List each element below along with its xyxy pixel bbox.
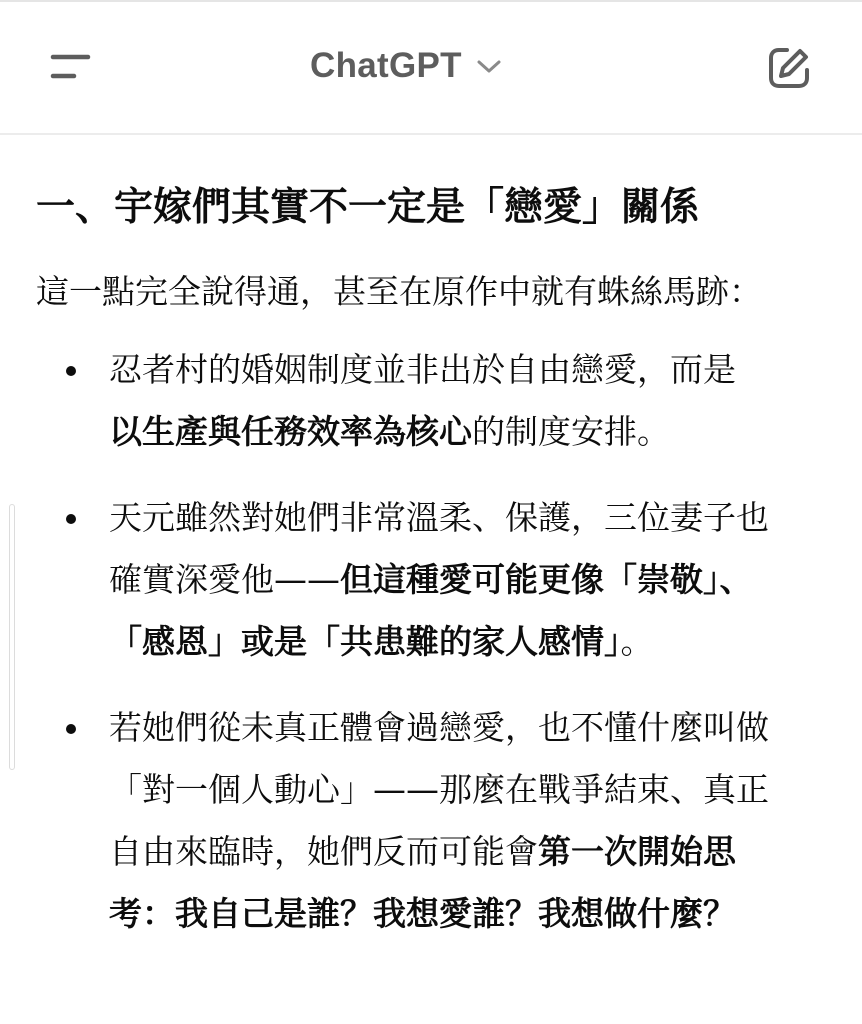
edit-icon — [767, 46, 811, 90]
model-selector[interactable] — [310, 34, 502, 98]
plain-text: 。 — [620, 622, 654, 661]
bullet-list — [0, 339, 862, 969]
list-item — [0, 697, 862, 945]
bold-text: 第一次開始思 — [538, 832, 736, 871]
list-item-text: 天元雖然對她們非常溫柔、保護，三位妻子也 — [109, 498, 769, 537]
plain-text: 確實深愛他—— — [109, 560, 340, 599]
section-heading: 一、宇嫁們其實不一定是「戀愛」關係 — [36, 185, 700, 230]
list-item — [0, 339, 862, 463]
menu-button[interactable] — [40, 38, 102, 98]
bullet-dot — [66, 514, 76, 524]
plain-text: 自由來臨時，她們反而可能會 — [109, 832, 538, 871]
bold-text: 考：我自己是誰？我想愛誰？我想做什麼？ — [109, 894, 736, 933]
list-item — [0, 487, 862, 673]
app-title: ChatGPT — [310, 46, 462, 85]
menu-icon — [50, 52, 92, 82]
intro-paragraph: 這一點完全說得通，甚至在原作中就有蛛絲馬跡： — [36, 272, 762, 311]
bold-text: 以生產與任務效率為核心 — [109, 412, 472, 451]
list-item-text: 「對一個人動心」——那麼在戰爭結束、真正 — [109, 770, 769, 809]
bold-text: 但這種愛可能更像「崇敬」、 — [340, 560, 753, 599]
bullet-dot — [66, 366, 76, 376]
top-bar — [0, 2, 862, 135]
bullet-dot — [66, 724, 76, 734]
list-item-text — [109, 883, 862, 945]
list-item-text — [109, 821, 862, 883]
plain-text: 的制度安排。 — [472, 412, 670, 451]
list-item-text — [109, 611, 862, 673]
message-content — [0, 135, 862, 1024]
new-chat-button[interactable] — [757, 36, 821, 100]
list-item-text — [109, 401, 862, 463]
list-item-text: 若她們從未真正體會過戀愛，也不懂什麼叫做 — [109, 708, 769, 747]
bold-text: 「感恩」或是「共患難的家人感情」 — [109, 622, 621, 661]
chevron-down-icon — [476, 59, 502, 79]
list-item-text: 忍者村的婚姻制度並非出於自由戀愛，而是 — [109, 350, 736, 389]
list-item-text — [109, 549, 862, 611]
